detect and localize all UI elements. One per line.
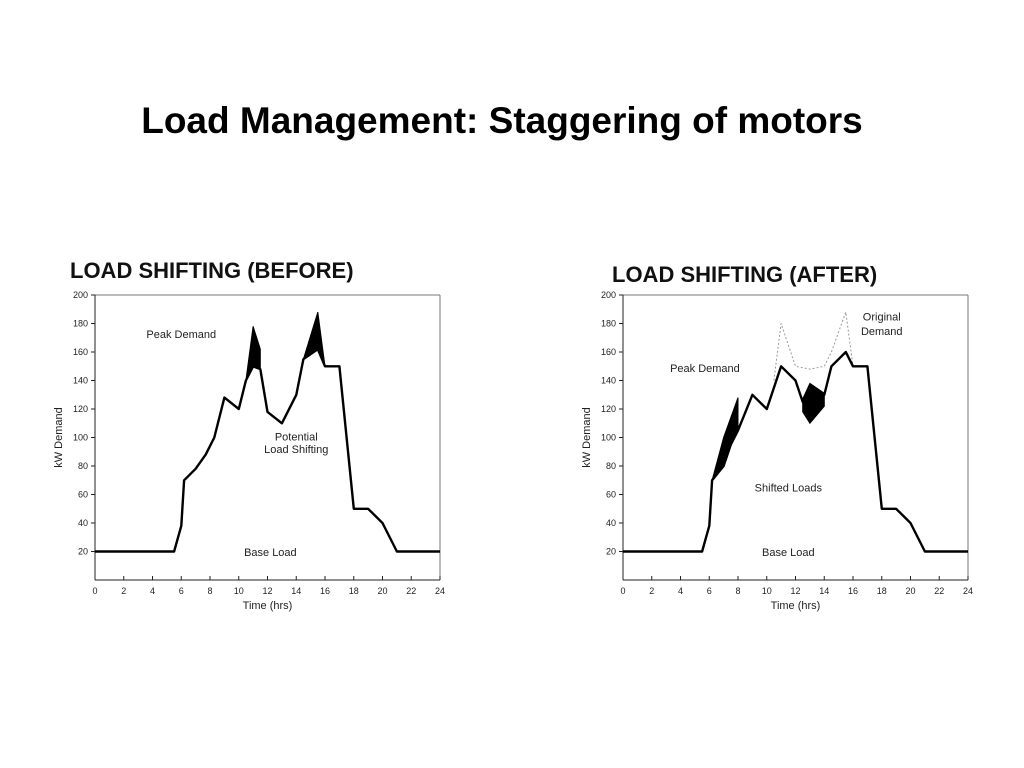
x-tick-label: 18 <box>876 586 887 596</box>
annotation-label: Potential <box>274 431 318 444</box>
x-tick-label: 14 <box>819 586 830 596</box>
y-tick-label: 200 <box>600 290 616 300</box>
y-tick-label: 120 <box>72 404 88 414</box>
annotation-label: Peak Demand <box>670 362 740 375</box>
chart-title-after: LOAD SHIFTING (AFTER) <box>612 262 878 287</box>
annotation-label: Demand <box>860 325 903 338</box>
x-tick-label: 22 <box>934 586 945 596</box>
annotation-label: Base Load <box>762 546 815 559</box>
y-tick-label: 80 <box>605 461 616 471</box>
annotation-label: Load Shifting <box>264 444 329 457</box>
y-tick-label: 180 <box>72 318 88 329</box>
y-tick-label: 60 <box>77 489 88 500</box>
y-tick-label: 200 <box>72 290 88 300</box>
y-tick-label: 20 <box>77 546 88 557</box>
x-tick-label: 20 <box>377 586 388 596</box>
y-axis-label: kW Demand <box>581 407 593 468</box>
y-axis-label: kW Demand <box>53 407 65 468</box>
x-tick-label: 10 <box>233 586 244 596</box>
x-tick-label: 8 <box>735 586 741 596</box>
x-tick-label: 20 <box>905 586 916 596</box>
x-tick-label: 2 <box>649 586 655 596</box>
x-tick-label: 16 <box>847 586 859 596</box>
y-tick-label: 140 <box>72 375 88 386</box>
x-tick-label: 0 <box>92 586 98 596</box>
y-tick-label: 160 <box>72 347 88 357</box>
y-tick-label: 100 <box>72 432 88 443</box>
x-tick-label: 10 <box>761 586 772 596</box>
x-tick-label: 14 <box>291 586 302 596</box>
x-tick-label: 4 <box>677 586 684 596</box>
y-tick-label: 140 <box>600 375 616 386</box>
y-tick-label: 20 <box>605 546 616 557</box>
x-tick-label: 6 <box>706 586 712 596</box>
x-tick-label: 18 <box>348 586 359 596</box>
y-tick-label: 180 <box>600 318 616 329</box>
annotation-label: Original <box>862 311 901 324</box>
annotation-label: Base Load <box>244 546 297 559</box>
y-tick-label: 40 <box>77 518 88 528</box>
x-tick-label: 0 <box>620 586 626 596</box>
annotation-label: Shifted Loads <box>754 482 822 495</box>
x-tick-label: 12 <box>262 586 273 596</box>
y-tick-label: 120 <box>600 404 616 414</box>
x-axis-label: Time (hrs) <box>242 600 293 612</box>
x-tick-label: 24 <box>434 586 446 596</box>
slide-title: Load Management: Staggering of motors <box>141 100 863 141</box>
x-axis-label: Time (hrs) <box>770 600 821 612</box>
annotation-label: Peak Demand <box>146 328 217 341</box>
x-tick-label: 22 <box>406 586 417 596</box>
y-tick-label: 160 <box>600 347 616 357</box>
x-tick-label: 6 <box>178 586 184 596</box>
y-tick-label: 100 <box>600 432 616 443</box>
y-tick-label: 60 <box>605 489 616 500</box>
chart-title-before: LOAD SHIFTING (BEFORE) <box>70 258 354 283</box>
y-tick-label: 40 <box>605 518 616 528</box>
load-shifting-before-chart <box>40 285 460 630</box>
x-tick-label: 24 <box>962 586 974 596</box>
x-tick-label: 12 <box>790 586 801 596</box>
shifted-load-region <box>803 383 825 423</box>
x-tick-label: 16 <box>319 586 331 596</box>
demand-line <box>623 352 968 552</box>
load-shifting-after-chart <box>568 285 988 630</box>
shifted-load-region <box>246 326 260 380</box>
y-tick-label: 80 <box>77 461 88 471</box>
x-tick-label: 2 <box>121 586 127 596</box>
x-tick-label: 8 <box>207 586 213 596</box>
x-tick-label: 4 <box>149 586 156 596</box>
